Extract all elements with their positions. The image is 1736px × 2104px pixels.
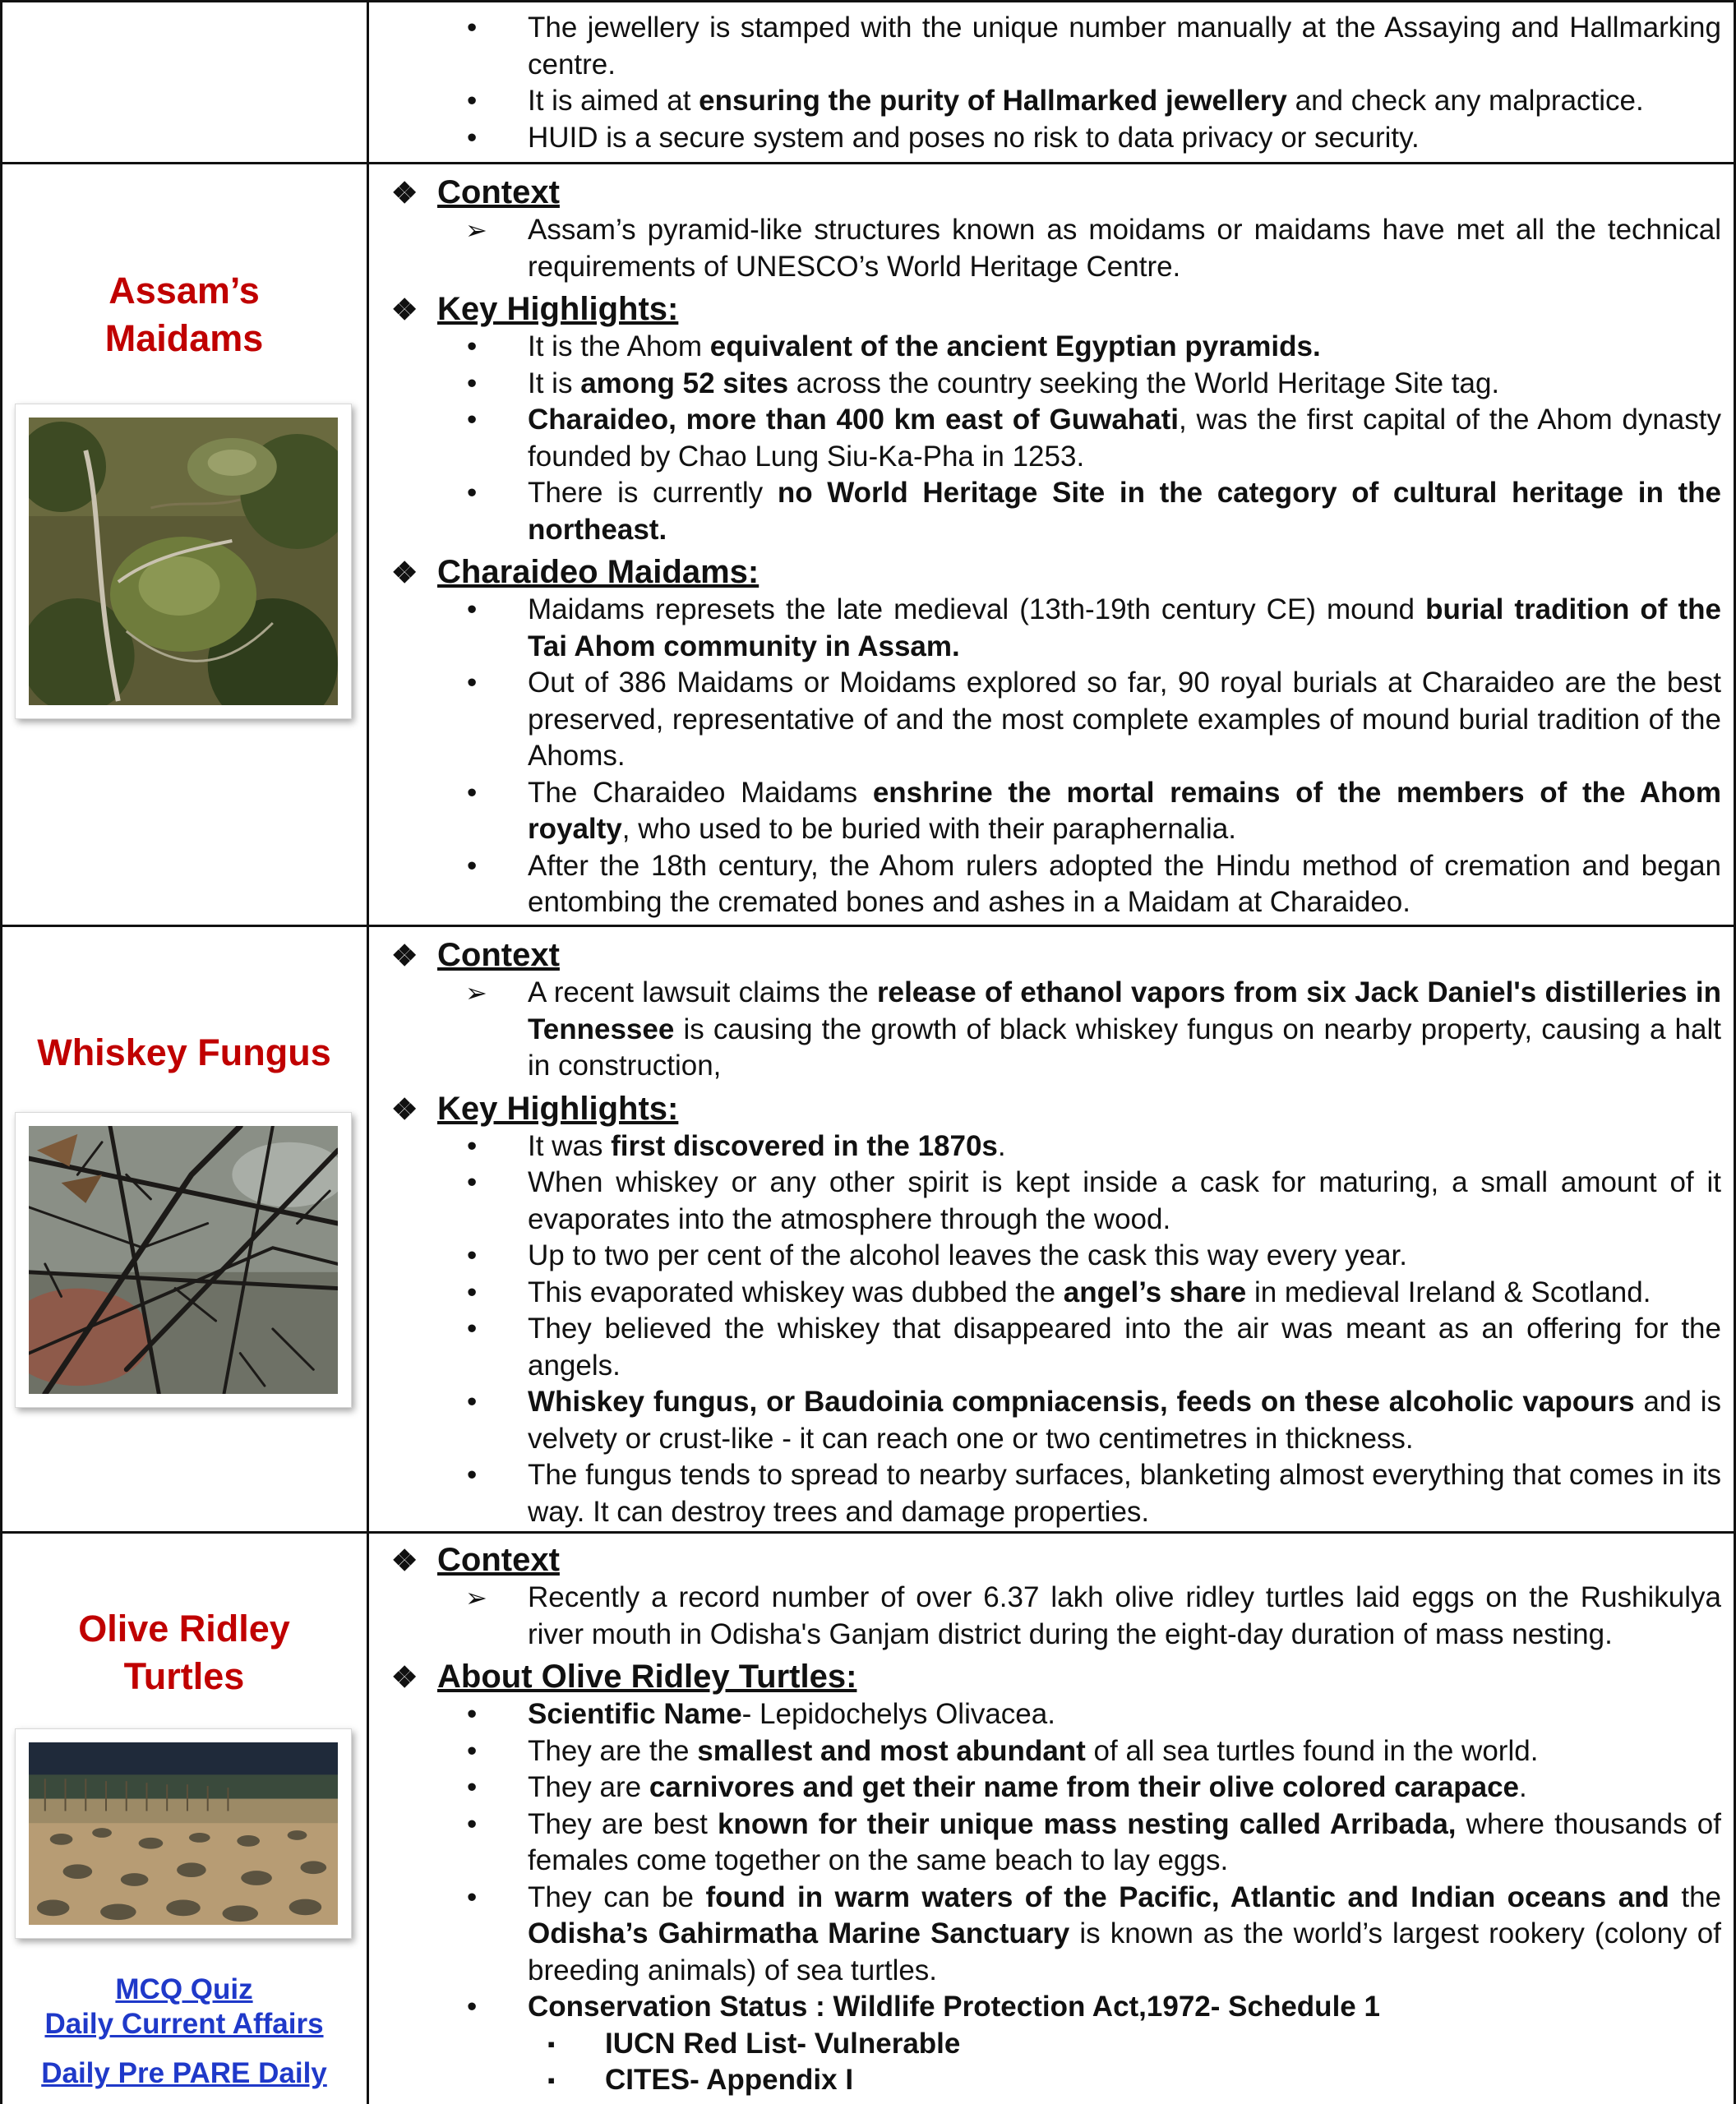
text: Out of 386 Maidams or Moidams explored so far, 90 royal burials at Charaideo are the best preserved, representative of and the most complete examples of mound burial tradition of the Ahoms.	[528, 667, 1721, 772]
text: , who used to be buried with their paraphernalia.	[621, 813, 1236, 845]
text: the	[1669, 1880, 1721, 1913]
text: The Charaideo Maidams	[528, 776, 873, 809]
row-olive-ridley	[0, 1533, 1736, 2104]
arrow-bullet-icon: ➢	[465, 1583, 487, 1613]
text: There is currently	[528, 477, 778, 509]
text: The jewellery is stamped with the unique number manually at the Assaying and Hallmarking centre.	[528, 12, 1721, 81]
list-item	[383, 1165, 1721, 1238]
bullet-icon: •	[467, 367, 478, 399]
section-list	[383, 1696, 1721, 2099]
bold-text: Whiskey fungus, or Baudoinia compniacensis, feeds on these alcoholic vapours	[528, 1386, 1635, 1418]
bullet-icon: •	[467, 404, 478, 436]
bullet-icon: •	[467, 776, 478, 809]
list-item	[383, 1457, 1721, 1530]
bold-text: equivalent of the ancient Egyptian pyramids.	[709, 330, 1321, 362]
bullet-icon: •	[467, 1880, 478, 1913]
text: Assam’s pyramid-like structures known as moidams or maidams have met all the technical requirements of UNESCO’s World Heritage Centre.	[528, 214, 1721, 283]
bullet-icon: •	[467, 849, 478, 882]
list-item	[383, 665, 1721, 775]
row-hallmark-right-cell	[368, 0, 1736, 164]
section-heading-text: Context	[437, 1542, 560, 1578]
section-heading-text: Charaideo Maidams:	[437, 554, 760, 590]
section-list	[383, 212, 1721, 285]
list-item	[383, 329, 1721, 366]
text: , was the first capital of the Ahom dynasty founded by Chao Lung Siu-Ka-Pha in 1253.	[528, 404, 1721, 473]
whiskey-photo	[15, 1112, 352, 1408]
section-heading-text: Context	[437, 937, 560, 973]
text: .	[1519, 1771, 1527, 1803]
bullet-icon: •	[467, 1698, 478, 1730]
turtles-title	[0, 1605, 368, 1700]
bullet-icon: •	[467, 121, 478, 154]
bullet-icon: •	[467, 667, 478, 699]
bullet-icon: •	[467, 1166, 478, 1198]
whiskey-right-cell	[368, 926, 1736, 1533]
section-list	[383, 329, 1721, 548]
bullet-icon: •	[467, 1313, 478, 1345]
text: When whiskey or any other spirit is kept inside a cask for maturing, a small amount of it evaporates into the atmosphere through the wood.	[528, 1166, 1721, 1235]
section-heading-text: Key Highlights:	[437, 1090, 679, 1127]
list-item	[383, 10, 1721, 83]
list-item	[383, 1696, 1721, 1733]
bullet-icon: •	[467, 1771, 478, 1803]
list-item	[383, 848, 1721, 921]
bullet-icon: •	[467, 1734, 478, 1767]
bullet-icon: •	[467, 85, 478, 117]
bold-text: enshrine the mortal remains of the members of the Ahom royalty	[528, 776, 1721, 845]
square-bullet-icon: ▪	[547, 2031, 556, 2056]
row-hallmark-left-cell	[0, 0, 368, 164]
divider-line	[0, 925, 1736, 927]
section-heading	[383, 1541, 1721, 1580]
row-hallmark-continued	[0, 0, 1736, 164]
turtles-sections	[383, 1541, 1721, 2099]
diamond-bullet-icon: ❖	[391, 556, 418, 589]
text: This evaporated whiskey was dubbed the	[528, 1276, 1064, 1308]
whiskey-left-cell	[0, 926, 368, 1533]
list-item	[383, 592, 1721, 665]
turtles-left-cell	[0, 1533, 368, 2104]
text: across the country seeking the World Heritage Site tag.	[788, 367, 1500, 399]
column-divider	[367, 0, 369, 2104]
whiskey-title-line1: Whiskey Fungus	[37, 1031, 331, 1073]
section-heading-text: Key Highlights:	[437, 291, 679, 327]
text: Up to two per cent of the alcohol leaves the cask this way every year.	[528, 1239, 1407, 1271]
text: and check any malpractice.	[1286, 85, 1644, 117]
list-item	[383, 1238, 1721, 1275]
text: Recently a record number of over 6.37 lakh olive ridley turtles laid eggs on the Rushikulya river mouth in Odisha's Ganjam district during the eight-day duration of mass nesting.	[528, 1581, 1721, 1650]
list-item	[383, 1880, 1721, 1990]
text: It was	[528, 1129, 612, 1162]
text: and is velvety or crust-like - it can reach one or two centimetres in thickness.	[528, 1386, 1721, 1455]
diamond-bullet-icon: ❖	[391, 1660, 418, 1694]
list-item	[383, 366, 1721, 403]
section-list	[383, 1580, 1721, 1653]
section-heading	[383, 290, 1721, 329]
row-maidams	[0, 164, 1736, 926]
text: .	[997, 1129, 1006, 1162]
text: It is aimed at	[528, 85, 699, 117]
section-heading	[383, 936, 1721, 975]
row-whiskey-fungus	[0, 926, 1736, 1533]
text: They believed the whiskey that disappeared into the air was meant as an offering for the angels.	[528, 1313, 1721, 1382]
divider-line	[0, 162, 1736, 164]
text: where thousands of females come together on the same beach to lay eggs.	[528, 1807, 1721, 1876]
bold-text: burial tradition of the Tai Ahom community in Assam.	[528, 593, 1722, 662]
bold-text: Charaideo, more than 400 km east of Guwahati	[528, 404, 1180, 436]
maidams-left-cell	[0, 164, 368, 926]
text: in medieval Ireland & Scotland.	[1246, 1276, 1651, 1308]
diamond-bullet-icon: ❖	[391, 1543, 418, 1577]
sub-list-item	[383, 2026, 1721, 2063]
list-item	[383, 775, 1721, 848]
bold-text: angel’s share	[1063, 1276, 1247, 1308]
whiskey-title	[0, 1029, 368, 1077]
bullet-icon: •	[467, 1386, 478, 1418]
bullet-icon: •	[467, 1239, 478, 1271]
bullet-icon: •	[467, 1807, 478, 1840]
maidams-sections	[383, 173, 1721, 921]
turtles-title-line1: Olive Ridley	[78, 1608, 290, 1650]
text: They are	[528, 1771, 649, 1803]
text: is causing the growth of black whiskey fungus on nearby property, causing a halt in construction,	[528, 1013, 1721, 1082]
bullet-icon: •	[467, 477, 478, 509]
list-item	[383, 1128, 1721, 1165]
bold-text: carnivores and get their name from their olive colored carapace	[649, 1771, 1520, 1803]
bullet-icon: •	[467, 593, 478, 625]
bold-text: smallest and most abundant	[697, 1734, 1086, 1767]
bullet-icon: •	[467, 1276, 478, 1308]
arrow-bullet-icon: ➢	[465, 978, 487, 1008]
bold-text: Scientific Name	[528, 1698, 742, 1730]
text: HUID is a secure system and poses no risk to data privacy or security.	[528, 121, 1420, 154]
bold-text: ensuring the purity of Hallmarked jewellery	[699, 85, 1287, 117]
bold-text: no World Heritage Site in the category of cultural heritage in the northeast.	[528, 477, 1721, 546]
square-bullet-icon: ▪	[547, 2068, 556, 2092]
text: is known as the world’s largest rookery (colony of breeding animals) of sea turtles.	[528, 1917, 1721, 1986]
bold-text: first discovered in the 1870s	[611, 1129, 998, 1162]
list-item	[383, 475, 1721, 548]
list-item	[383, 1989, 1721, 2026]
list-item	[383, 1311, 1721, 1384]
whiskey-sections	[383, 936, 1721, 1530]
text: Maidams represets the late medieval (13th-19th century CE) mound	[528, 593, 1426, 625]
bold-text: among 52 sites	[580, 367, 789, 399]
list-item	[383, 120, 1721, 157]
maidams-title	[0, 267, 368, 362]
maidams-right-cell	[368, 164, 1736, 926]
bullet-icon: •	[467, 1459, 478, 1491]
text: The fungus tends to spread to nearby surfaces, blanketing almost everything that comes in its way. It can destroy trees and damage properties.	[528, 1459, 1721, 1528]
text: They can be	[528, 1880, 706, 1913]
list-item	[383, 1769, 1721, 1806]
section-list	[383, 975, 1721, 1085]
section-heading	[383, 553, 1721, 592]
list-item	[383, 1384, 1721, 1457]
arrow-bullet-icon: ➢	[465, 215, 487, 245]
turtles-photo	[15, 1728, 352, 1939]
bullet-icon: •	[467, 12, 478, 44]
text: A recent lawsuit claims the	[528, 976, 877, 1008]
bold-text: found in warm waters of the Pacific, Atlantic and Indian oceans and	[705, 1880, 1669, 1913]
text: It is the Ahom	[528, 330, 710, 362]
diamond-bullet-icon: ❖	[391, 293, 418, 326]
section-heading	[383, 1658, 1721, 1696]
list-item	[383, 1275, 1721, 1312]
hallmark-bullet-list	[383, 10, 1721, 156]
bold-text: release of ethanol vapors from six Jack Daniel's distilleries in Tennessee	[528, 976, 1721, 1045]
left-border	[0, 0, 2, 2104]
turtles-title-line2: Turtles	[123, 1655, 245, 1697]
bold-text: Odisha’s Gahirmatha Marine Sanctuary	[528, 1917, 1070, 1949]
text: After the 18th century, the Ahom rulers adopted the Hindu method of cremation and began entombing the cremated bones and ashes in a Maidam at Charaideo.	[528, 849, 1721, 918]
daily-current-affairs-link[interactable]: Daily Current Affairs	[44, 2008, 324, 2040]
bullet-icon: •	[467, 1991, 478, 2023]
section-heading	[383, 1090, 1721, 1128]
text: It is	[528, 367, 581, 399]
top-border	[0, 0, 1736, 2]
section-heading-text: About Olive Ridley Turtles:	[437, 1659, 857, 1695]
turtles-right-cell	[368, 1533, 1736, 2104]
diamond-bullet-icon: ❖	[391, 176, 418, 210]
section-list	[383, 1128, 1721, 1531]
list-item	[383, 1580, 1721, 1653]
turtles-links	[0, 1972, 368, 2091]
section-heading-text: Context	[437, 174, 560, 210]
list-item	[383, 402, 1721, 475]
mcq-quiz-link[interactable]: MCQ Quiz	[115, 1973, 253, 2005]
divider-line	[0, 1531, 1736, 1534]
bullet-icon: •	[467, 1129, 478, 1162]
list-item	[383, 975, 1721, 1085]
text: They are the	[528, 1734, 698, 1767]
text: They are best	[528, 1807, 718, 1840]
diamond-bullet-icon: ❖	[391, 939, 418, 972]
section-heading	[383, 173, 1721, 212]
bold-text: known for their unique mass nesting called Arribada,	[717, 1807, 1457, 1840]
bold-text: Conservation Status : Wildlife Protection Act,1972- Schedule 1	[528, 1991, 1380, 2023]
sub-list-item	[383, 2062, 1721, 2099]
daily-pre-pare-link[interactable]: Daily Pre PARE Daily	[41, 2057, 327, 2089]
maidams-title-line1: Assam’s	[108, 270, 260, 311]
list-item	[383, 1806, 1721, 1880]
text: of all sea turtles found in the world.	[1085, 1734, 1539, 1767]
bold-text: CITES- Appendix I	[605, 2064, 854, 2096]
list-item	[383, 1733, 1721, 1770]
text: - Lepidochelys Olivacea.	[741, 1698, 1055, 1730]
bullet-icon: •	[467, 330, 478, 362]
list-item	[383, 83, 1721, 120]
diamond-bullet-icon: ❖	[391, 1091, 418, 1126]
maidams-photo	[15, 404, 352, 719]
bold-text: IUCN Red List- Vulnerable	[605, 2027, 961, 2060]
section-list	[383, 592, 1721, 921]
list-item	[383, 212, 1721, 285]
maidams-title-line2: Maidams	[104, 317, 264, 359]
